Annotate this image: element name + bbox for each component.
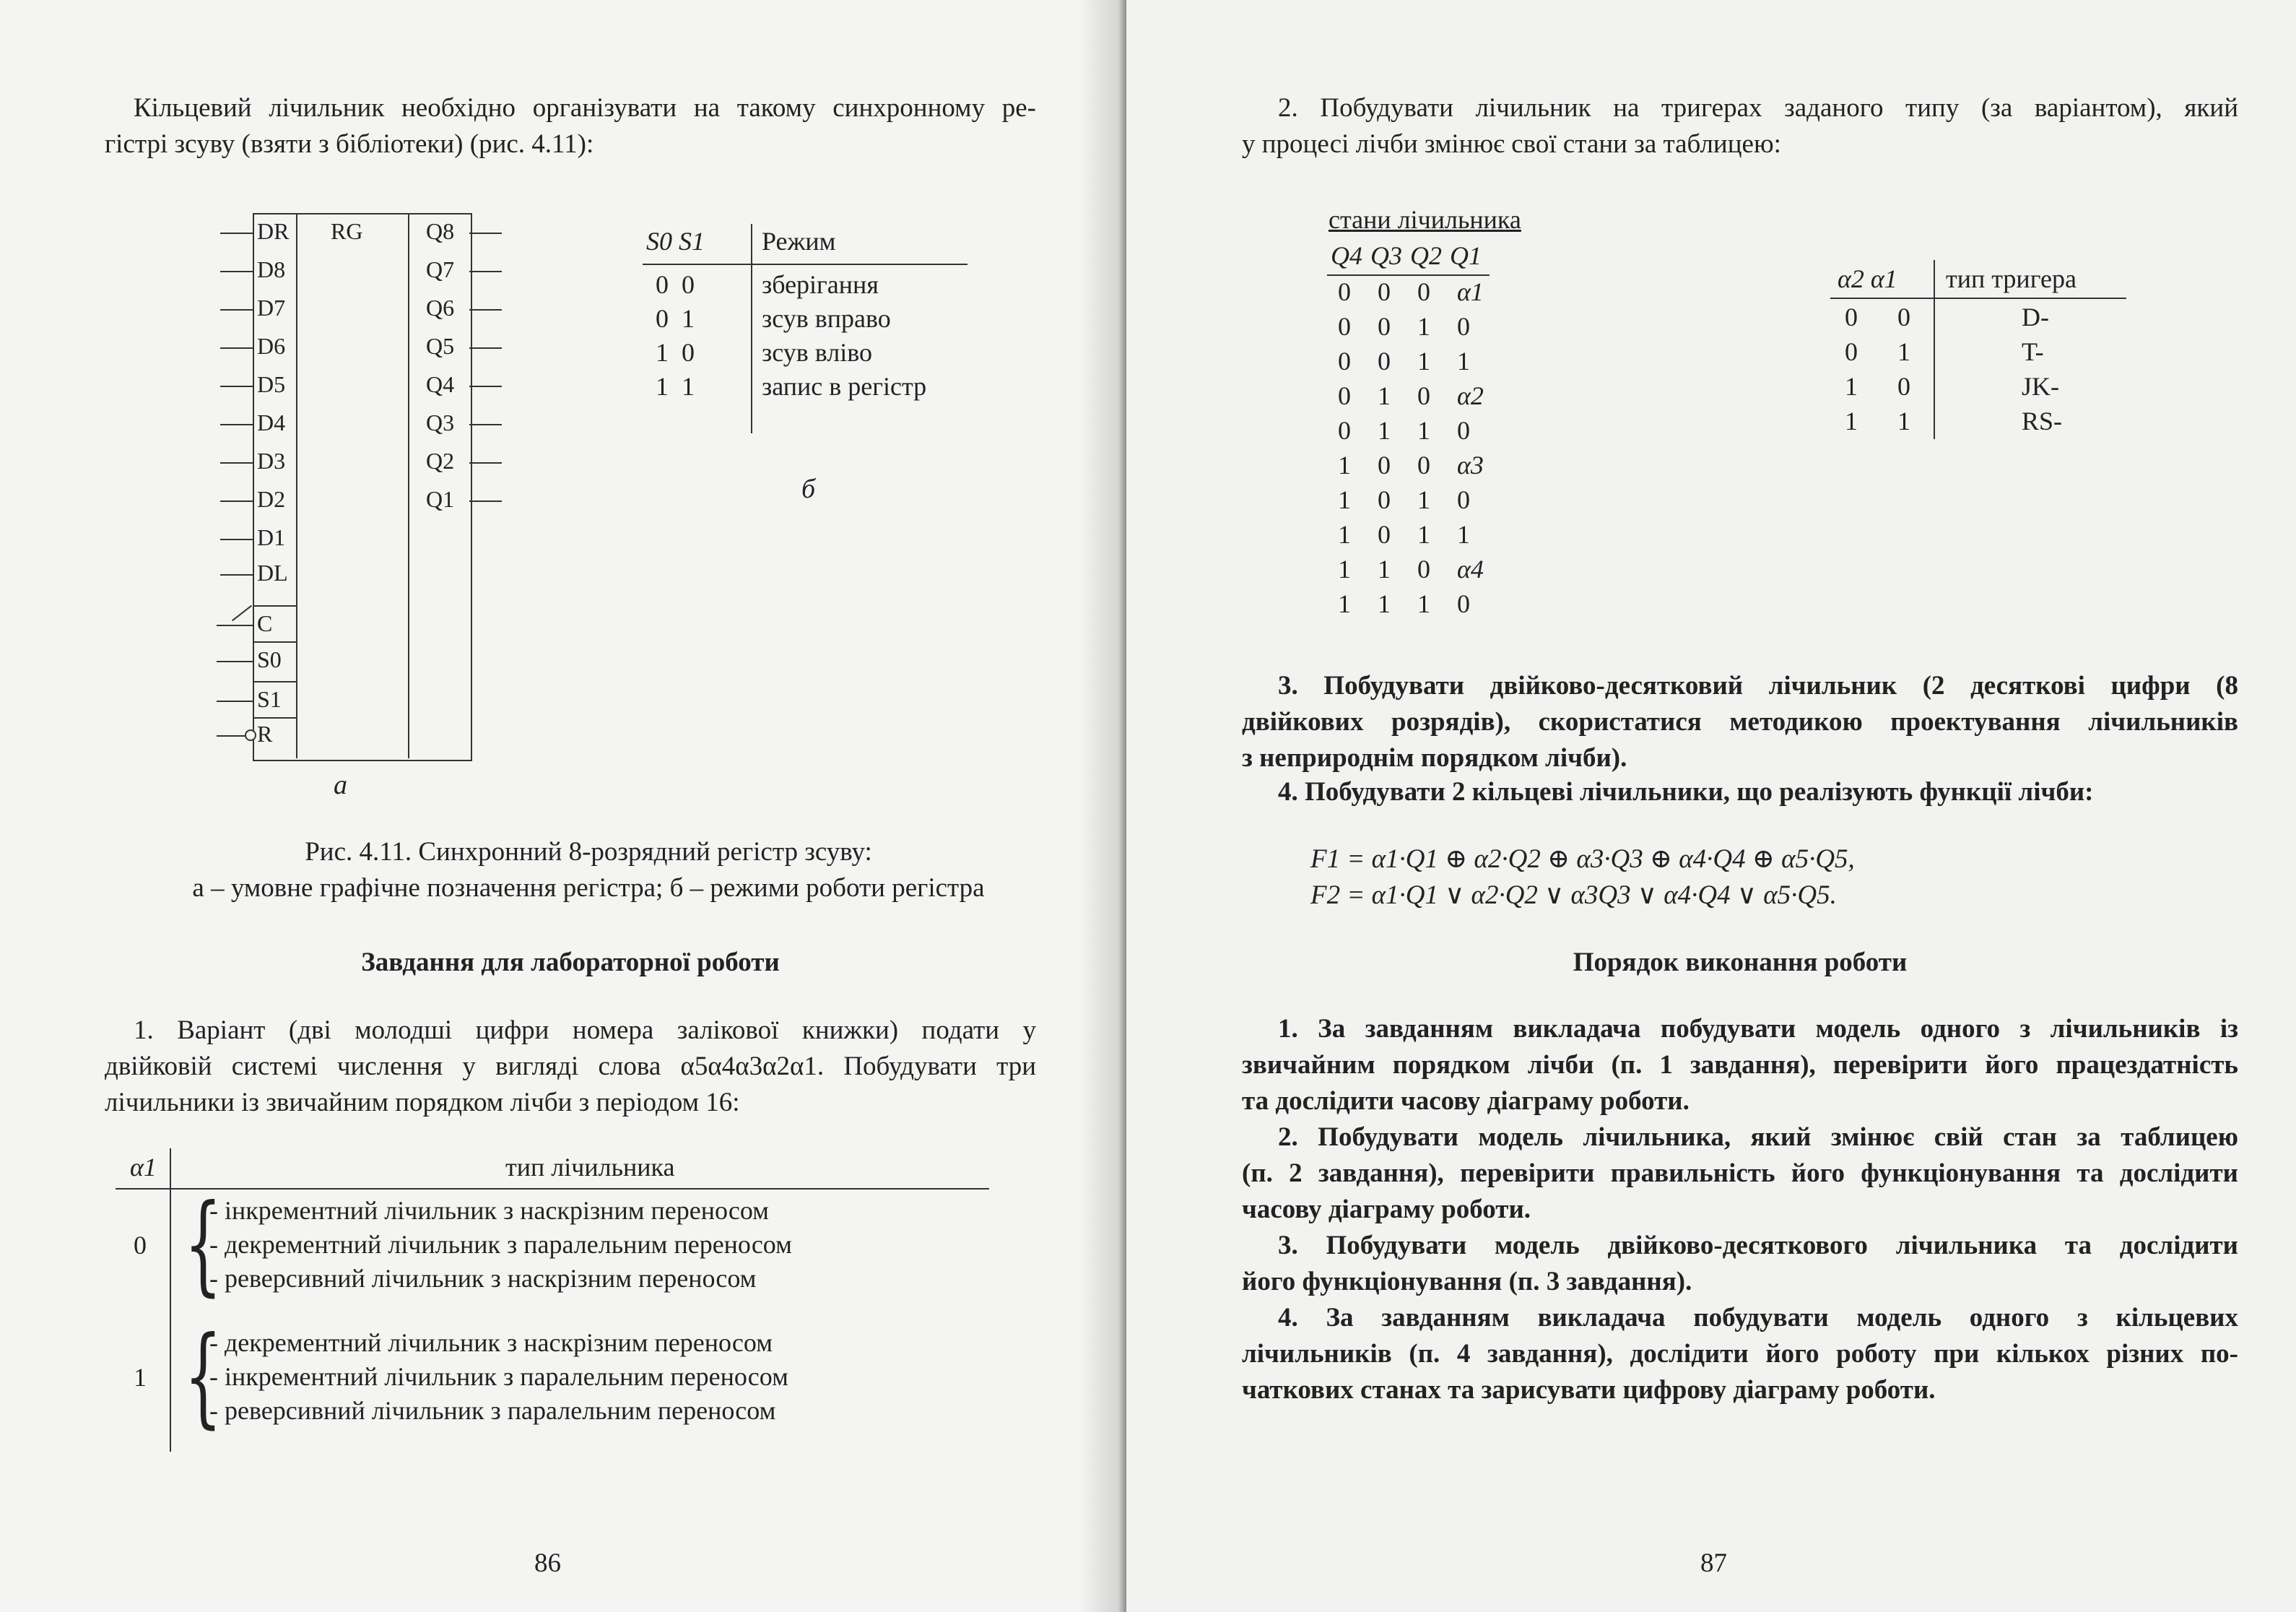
mode-row-bits: 1 1 <box>656 372 695 401</box>
formulas <box>1310 841 1855 914</box>
register-input-line <box>220 309 253 311</box>
register-input-line <box>220 386 253 387</box>
curly-brace-icon: { <box>184 1314 222 1439</box>
task1-line-1: 1. Варіант (дві молодші цифри номера залікової книжки) подати у <box>134 1015 1036 1045</box>
reset-inversion-bubble <box>245 729 256 741</box>
register-input-pin-d5: D5 <box>257 371 286 397</box>
register-input-line <box>220 462 253 464</box>
state-head-cell: Q1 <box>1450 241 1482 270</box>
step3-line-2: його функціонування (п. 3 завдання). <box>1242 1267 1692 1296</box>
task1-line-2: двійковій системі числення у вигляді слова α5α4α3α2α1. Побудувати три <box>105 1052 1036 1081</box>
state-cell: 1 <box>1378 416 1391 445</box>
right-heading: Порядок виконання роботи <box>1573 948 1908 977</box>
mode-table-label-b: б <box>801 474 816 504</box>
state-cell: 0 <box>1338 277 1351 306</box>
state-cell: 0 <box>1457 416 1470 445</box>
step1-line-1: 1. За завданням викладача побудувати модель одного з лічильників із <box>1278 1014 2238 1044</box>
state-cell: 0 <box>1417 451 1430 480</box>
task2-line-2: у процесі лічби змінює свої стани за таблицею: <box>1242 129 1781 159</box>
state-cell: 0 <box>1378 347 1391 376</box>
state-cell: 0 <box>1378 312 1391 341</box>
counter-type-item: - реверсивний лічильник з наскрізним переносом <box>209 1264 757 1293</box>
task1-paragraph <box>105 1013 1036 1121</box>
counter-group-value: 1 <box>134 1363 147 1392</box>
register-input-pin-d1: D1 <box>257 524 286 550</box>
step2-line-2: (п. 2 завдання), перевірити правильність його функціонування та дослідити <box>1242 1158 2238 1188</box>
state-table-title: стани лічильника <box>1329 205 1521 234</box>
state-cell: 0 <box>1338 416 1351 445</box>
trigger-row-a2: 0 <box>1845 337 1858 366</box>
state-cell: 1 <box>1338 589 1351 618</box>
state-cell: 1 <box>1457 520 1470 549</box>
trigger-row-a2: 0 <box>1845 303 1858 332</box>
register-title: RG <box>331 218 363 244</box>
register-ctrl-pin-s1: S1 <box>257 686 282 712</box>
register-input-line <box>220 500 253 502</box>
register-output-line <box>469 500 502 502</box>
state-cell: 1 <box>1417 312 1430 341</box>
state-cell: 0 <box>1417 555 1430 584</box>
register-output-line <box>469 347 502 349</box>
task3-line-1: 3. Побудувати двійково-десятковий лічильник (2 десяткові цифри (8 <box>1278 671 2238 701</box>
state-cell: 1 <box>1338 451 1351 480</box>
state-head-cell: Q3 <box>1370 241 1402 270</box>
register-ctrl-pin-c: C <box>257 610 273 636</box>
task1-line-3: лічильники із звичайним порядком лічби з періодом 16: <box>105 1088 740 1117</box>
register-ctrl-line <box>217 735 245 737</box>
state-cell: α3 <box>1457 451 1484 480</box>
state-cell: 0 <box>1338 312 1351 341</box>
task4-line: 4. Побудувати 2 кільцеві лічильники, що реалізують функції лічби: <box>1278 777 2094 807</box>
register-output-pin-q8: Q8 <box>426 218 455 244</box>
ctrl-sep-2 <box>253 641 296 643</box>
state-cell: 1 <box>1417 520 1430 549</box>
state-cell: α4 <box>1457 555 1484 584</box>
task3-paragraph <box>1242 668 2238 776</box>
left-page <box>0 0 1126 1612</box>
register-input-line <box>220 424 253 425</box>
register-input-pin-d6: D6 <box>257 333 286 359</box>
register-input-line <box>220 574 253 576</box>
state-cell: 1 <box>1378 589 1391 618</box>
ctrl-sep-4 <box>253 717 296 719</box>
mode-row-name: зсув вліво <box>762 338 872 367</box>
figure-caption-line-2: а – умовне графічне позначення регістра; б – режими роботи регістра <box>192 873 985 903</box>
formula-f2: F2 = α1·Q1 ∨ α2·Q2 ∨ α3Q3 ∨ α4·Q4 ∨ α5·Q5. <box>1310 880 1837 910</box>
register-input-pin-d3: D3 <box>257 448 286 474</box>
mode-table-vline <box>751 224 752 433</box>
state-cell: 0 <box>1378 451 1391 480</box>
state-head-cell: Q2 <box>1410 241 1442 270</box>
state-cell: 0 <box>1417 381 1430 410</box>
register-ctrl-pin-s0: S0 <box>257 646 282 672</box>
register-input-pin-d4: D4 <box>257 410 286 436</box>
register-output-pin-q1: Q1 <box>426 486 455 512</box>
state-cell: 1 <box>1457 347 1470 376</box>
step2-line-3: часову діаграму роботи. <box>1242 1195 1531 1224</box>
trigger-row-a2: 1 <box>1845 372 1858 401</box>
state-cell: 1 <box>1378 381 1391 410</box>
trigger-row-a1: 0 <box>1897 303 1910 332</box>
step1-line-2: звичайним порядком лічби (п. 1 завдання), перевірити його працездатність <box>1242 1050 2238 1080</box>
register-input-pin-dr: DR <box>257 218 290 244</box>
register-ctrl-line <box>217 701 253 702</box>
state-cell: 1 <box>1417 589 1430 618</box>
intro-paragraph <box>105 90 1036 162</box>
right-page <box>1126 0 2296 1612</box>
task3-line-3: з неприроднім порядком лічби). <box>1242 743 1627 773</box>
counter-table-h2: тип лічильника <box>505 1153 675 1182</box>
register-input-pin-d8: D8 <box>257 256 286 282</box>
mode-row-name: зсув вправо <box>762 304 891 333</box>
mode-table-hline <box>643 264 967 265</box>
trigger-row-a1: 0 <box>1897 372 1910 401</box>
clock-slash <box>232 605 252 622</box>
intro-line-2: гістрі зсуву (взяти з бібліотеки) (рис. 4.11): <box>105 129 594 159</box>
register-ctrl-line <box>217 625 253 626</box>
state-cell: 0 <box>1378 277 1391 306</box>
counter-type-item: - інкрементний лічильник з наскрізним переносом <box>209 1196 769 1225</box>
mode-row-bits: 0 0 <box>656 270 695 299</box>
trigger-row-a2: 1 <box>1845 407 1858 436</box>
register-output-line <box>469 424 502 425</box>
curly-brace-icon: { <box>184 1182 222 1307</box>
state-cell: 0 <box>1417 277 1430 306</box>
step4-line-2: лічильників (п. 4 завдання), дослідити його роботу при кількох різних по- <box>1242 1339 2238 1369</box>
state-cell: α2 <box>1457 381 1484 410</box>
state-cell: 0 <box>1378 520 1391 549</box>
mode-row-name: запис в регістр <box>762 372 927 401</box>
step1-line-3: та дослідити часову діаграму роботи. <box>1242 1086 1690 1116</box>
trigger-row-type: JK- <box>2022 372 2059 401</box>
counter-table-h1: α1 <box>130 1153 157 1182</box>
step4-line-3: чаткових станах та зарисувати цифрову діаграму роботи. <box>1242 1375 1936 1405</box>
step3-line-1: 3. Побудувати модель двійково-десяткового лічильника та дослідити <box>1278 1231 2238 1260</box>
state-cell: 0 <box>1457 485 1470 514</box>
left-heading: Завдання для лабораторної роботи <box>361 948 780 977</box>
formula-f1: F1 = α1·Q1 ⊕ α2·Q2 ⊕ α3·Q3 ⊕ α4·Q4 ⊕ α5·Q5, <box>1310 844 1855 874</box>
register-right-divider <box>408 213 409 758</box>
trigger-row-type: D- <box>2022 303 2049 332</box>
intro-line-1: Кільцевий лічильник необхідно організувати на такому синхронному ре- <box>134 93 1036 123</box>
state-cell: 1 <box>1417 485 1430 514</box>
counter-type-item: - реверсивний лічильник з паралельним переносом <box>209 1396 776 1425</box>
state-cell: α1 <box>1457 277 1484 306</box>
state-cell: 1 <box>1378 555 1391 584</box>
trigger-table-h1: α2 α1 <box>1838 264 1897 293</box>
figure-caption <box>144 834 1032 906</box>
state-cell: 1 <box>1338 520 1351 549</box>
ctrl-sep-3 <box>253 681 296 682</box>
task3-line-2: двійкових розрядів), скористатися методикою проектування лічильників <box>1242 707 2238 737</box>
trigger-table-hline <box>1830 298 2126 299</box>
task2-line-1: 2. Побудувати лічильник на тригерах заданого типу (за варіантом), який <box>1278 93 2238 123</box>
register-input-pin-d7: D7 <box>257 295 286 321</box>
mode-row-bits: 0 1 <box>656 304 695 333</box>
register-output-pin-q3: Q3 <box>426 410 455 436</box>
register-output-line <box>469 309 502 311</box>
register-output-pin-q7: Q7 <box>426 256 455 282</box>
state-cell: 1 <box>1417 347 1430 376</box>
mode-row-bits: 1 0 <box>656 338 695 367</box>
trigger-row-a1: 1 <box>1897 337 1910 366</box>
register-output-line <box>469 386 502 387</box>
counter-type-item: - інкрементний лічильник з паралельним переносом <box>209 1362 788 1391</box>
mode-row-name: зберігання <box>762 270 879 299</box>
state-cell: 0 <box>1457 589 1470 618</box>
trigger-row-a1: 1 <box>1897 407 1910 436</box>
register-input-line <box>220 539 253 540</box>
counter-table-hline <box>116 1188 989 1190</box>
register-input-line <box>220 347 253 349</box>
register-ctrl-pin-r: R <box>257 721 273 747</box>
right-page-number: 87 <box>1700 1548 1727 1578</box>
state-cell: 1 <box>1338 485 1351 514</box>
counter-table-vline <box>170 1148 171 1452</box>
register-output-line <box>469 271 502 272</box>
counter-type-item: - декрементний лічильник з наскрізним переносом <box>209 1328 773 1357</box>
register-output-line <box>469 233 502 234</box>
trigger-row-type: T- <box>2022 337 2044 366</box>
counter-group-value: 0 <box>134 1231 147 1260</box>
register-input-line <box>220 271 253 272</box>
state-cell: 1 <box>1338 555 1351 584</box>
register-input-pin-dl: DL <box>257 560 288 586</box>
register-input-pin-d2: D2 <box>257 486 286 512</box>
task2-paragraph <box>1242 90 2238 162</box>
ctrl-sep-1 <box>253 605 296 607</box>
register-output-line <box>469 462 502 464</box>
procedure-steps <box>1242 1011 2238 1408</box>
state-cell: 0 <box>1338 381 1351 410</box>
state-cell: 0 <box>1378 485 1391 514</box>
trigger-table-h2: тип тригера <box>1946 264 2077 293</box>
left-page-number: 86 <box>534 1548 561 1578</box>
register-left-divider <box>296 213 297 758</box>
register-label-a: а <box>334 770 347 800</box>
counter-type-item: - декрементний лічильник з паралельним переносом <box>209 1230 792 1259</box>
state-cell: 0 <box>1457 312 1470 341</box>
register-output-pin-q2: Q2 <box>426 448 455 474</box>
register-output-pin-q5: Q5 <box>426 333 455 359</box>
register-ctrl-line <box>217 661 253 662</box>
state-cell: 0 <box>1338 347 1351 376</box>
trigger-table-vline <box>1934 260 1935 439</box>
step2-line-1: 2. Побудувати модель лічильника, який змінює свій стан за таблицею <box>1278 1122 2238 1152</box>
step4-line-1: 4. За завданням викладача побудувати модель одного з кільцевих <box>1278 1303 2238 1332</box>
register-input-line <box>220 233 253 234</box>
mode-table-h2: Режим <box>762 227 836 256</box>
state-head-cell: Q4 <box>1331 241 1362 270</box>
figure-caption-line-1: Рис. 4.11. Синхронний 8-розрядний регістр зсуву: <box>305 837 872 867</box>
trigger-row-type: RS- <box>2022 407 2063 436</box>
state-cell: 1 <box>1417 416 1430 445</box>
register-output-pin-q6: Q6 <box>426 295 455 321</box>
mode-table-h1: S0 S1 <box>646 227 705 256</box>
register-output-pin-q4: Q4 <box>426 371 455 397</box>
